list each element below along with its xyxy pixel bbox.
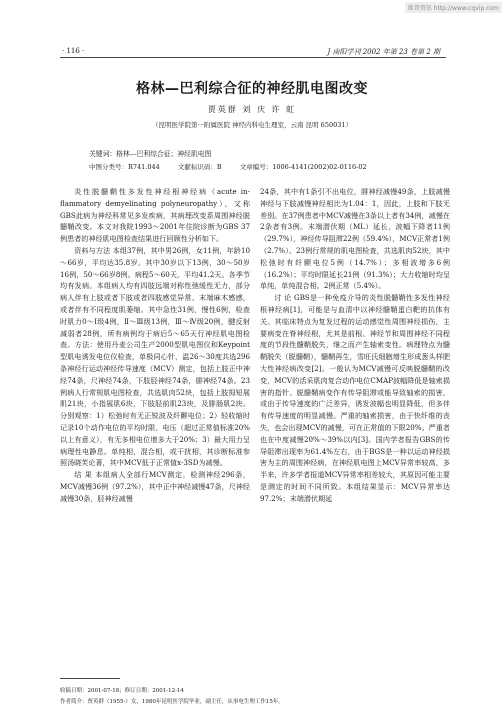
article-title: 格林—巴利综合征的神经肌电图改变 <box>136 81 368 97</box>
footnote-dates: 收稿日期：2001-07-18；修订日期：2001-12-14 <box>60 688 184 694</box>
clc-number: 中图分类号：R741.044 <box>89 163 160 171</box>
intro-paragraph: 炎性脱髓鞘性多发性神经根神经病（acute in-flammatory demyelinating polyneuropathy），又称GBS此病为神经科常见多发疾病，其病理改变系周围神经脱髓鞘改变。本文对我院1993～2001年住院诊断为GBS 37例患者的神经肌电图检查结果进行回顾性分析如下。 <box>60 187 250 244</box>
article-number: 文章编号：1006-4141(2002)02-0116-02 <box>239 163 367 171</box>
discussion-paragraph: 讨 论 GBS是一种免疫介导的炎性脱髓鞘性多发性神经根神经病[1]，可能是与血清中以神经髓鞘蛋白靶的抗体有关。其临床特点为复发过程的运动感觉性周围神经损伤，主要病变在脊神经根，尤其是前根、神经节和周围神经不同程度的节段性髓鞘脱失，继之而产生轴索变性。病理特点为髓鞘脱失（脱髓鞘），髓鞘再生，雪旺氏细胞增生形成葱头样肥大性神经病改变[2]。一般认为MCV减慢可反映脱髓鞘的改变，MCV的活采肌肉复合动作电位CMAP波幅降低是轴索损害的指针。脱髓鞘病变作有传导阻滞或能导致轴索的损害，或由于传导速度的广泛差异，诱发波幅也明显降低，但多伴有传导速度的明显减慢。严重的轴索损害，由于快纤维的丧失，也会出现MCV的减慢，可在正常值的下限20%。严重者也在中度减慢20%～39%以内[3]。国内学者报告GBS的传导阻滞出现率为61.4%左右，由于BGS是一种以运动神经损害为主的周围神经病，在神经肌电图上MCV异常率较高，多半来，许多学者报道MCV异常率相差较大，其原因可能主要是测定的时间不同所致。本组结果显示：MCV异常率达97.2%；末端潜伏期延 <box>260 293 450 503</box>
methods-paragraph: 资料与方法 本组37例，其中男26例，女11例，年龄10～66岁，平均达35.8岁。其中30岁以下13例，30～50岁16例，50～66岁8例。病程5～60天，平均41.2天。各季节均有发病。本组病人均有四肢远端对称性弛缓性无力，部分病人伴有上肢或者下肢或者四肢感觉异常、末端麻木感感，或者伴有不同程度肌萎缩。其中急性31例，慢性6例，检查时肌力0～Ⅰ级4例，Ⅱ～Ⅲ级13例，Ⅲ～Ⅳ级20例，腱反射减弱者28例，所有病例均于病后5～65天行神经肌电图检查。方法：使用丹麦公司生产2000型肌电图仪和Keypoint型肌电诱发电位仪检查，单极同心针，温26～30度共选296条神经行运动神经传导速度（MCV）测定，包括上肢正中神经74条，尺神经74条，下肢胫神经74条，腓神经74条。23例病人行常规肌电图检查，共选肌肉52块，包括上肢拇短展肌21块，小指展肌6块，下肢胫前肌23块，及腓肠肌2块。分别观察：1）松弛时有无正锐波及纤颤电位；2）轻收缩时记录10个动作电位的平均时限、电压（超过正常值标准20%以上有意义），有无多相电位增多大于20%；3）最大用力呈病理性电静息。单纯相，混合相，或干扰相，其诊断标准参照汤晓芙论著，其中MCV低于正常值x-3SD为减慢。 <box>60 245 250 468</box>
results-paragraph-start: 结 果 本组病人全部行MCV测定，检测神经296条，MCV减慢36例（97.2%），其中正中神经减慢47条，尺神经减慢30条，胫神经减慢 <box>60 470 250 503</box>
classification-line <box>89 162 429 171</box>
body-column-left <box>60 186 250 505</box>
footnote-author-bio: 作者简介：贾英群（1955-）女，1980年昆明医学院毕业，副主任，从事电生理工作15年。 <box>60 699 284 705</box>
watermark-label: 维普资讯 http://www.cqvip.com <box>405 2 502 13</box>
page-number: · 116 · <box>62 47 85 55</box>
keywords: 关键词：格林—巴利综合征；神经肌电图 <box>89 150 212 158</box>
results-paragraph-cont: 24条，其中有1条引不出电位，腓神经减慢49条，上肢减慢神经与下肢减慢神经相比为1.04：1，因此，上肢和下肢无差别。在37例患者中MCV减慢在3条以上者有34例，减慢在2条者有3例。末端潜伏期（ML）延长，波幅下降者11例（29.7%），神经传导阻滞22例（59.4%），MCV正常者1例（2.7%）。23例行常规的肌电图检查，共选肌肉52块，其中松弛时有纤颤电位5例（14.7%）；多相波增多6例（16.2%）；平均时限延长21例（91.3%）；大力收缩时均呈单纯，单纯混合相。2例正常（5.4%）。 <box>260 187 450 291</box>
footnote-rule <box>60 678 120 679</box>
article-authors: 贾英群 刘 庆 许 虹 <box>207 105 297 114</box>
author-affiliation: （昆明医学院第一附属医院 神经内科电生理室，云南 昆明 650031） <box>151 121 352 129</box>
header-rule <box>60 57 446 58</box>
body-column-right <box>260 186 450 505</box>
journal-running-head: J 南阳学刊 2002 年第 23 卷第 2 期 <box>327 48 440 56</box>
document-code: 文献标识码：B <box>177 163 222 171</box>
